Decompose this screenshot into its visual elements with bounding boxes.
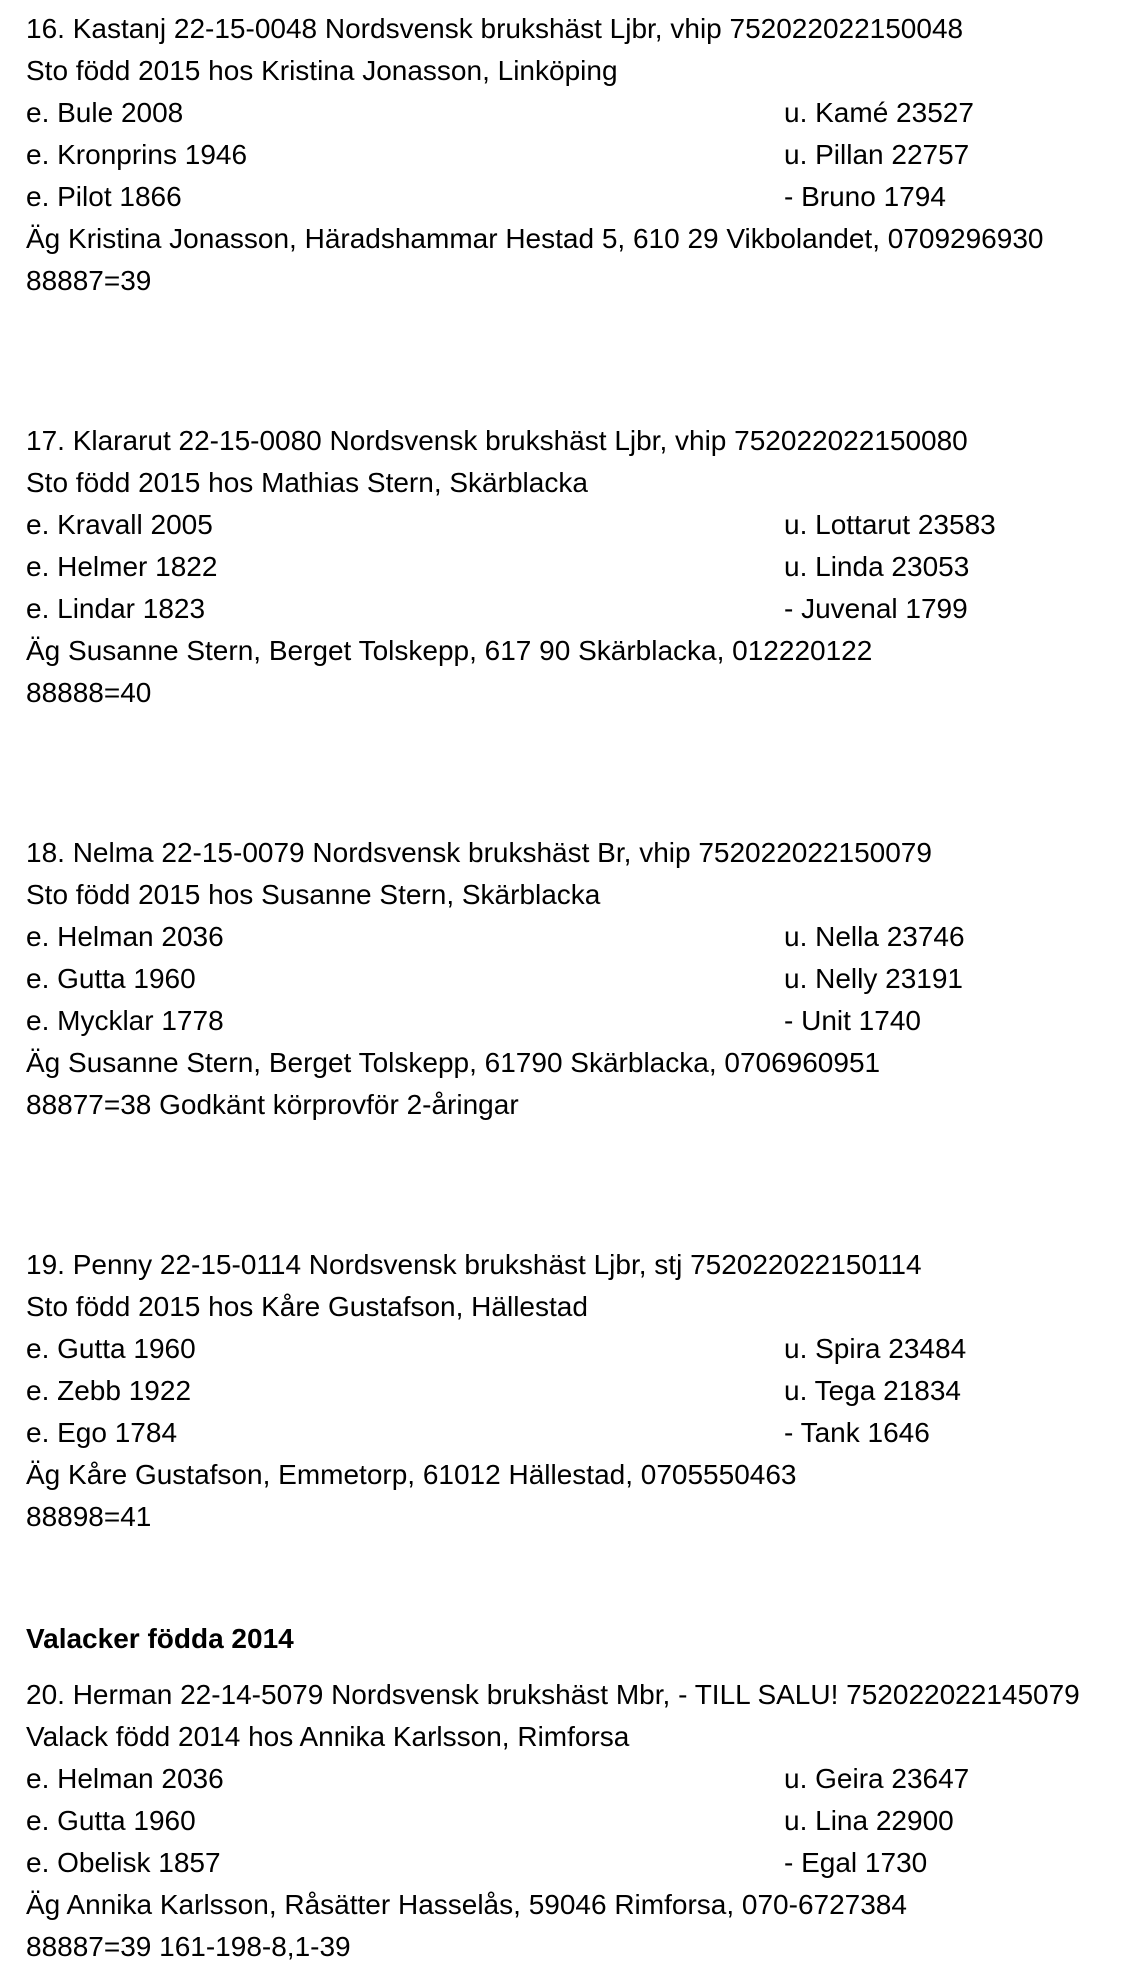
entry-born: Valack född 2014 hos Annika Karlsson, Rimforsa bbox=[26, 1721, 630, 1752]
pedigree-dam: u. Kamé 23527 bbox=[784, 97, 974, 128]
pedigree-row bbox=[26, 1328, 1126, 1370]
entry-score: 88887=39 161-198-8,1-39 bbox=[26, 1931, 351, 1962]
pedigree-sire: e. Gutta 1960 bbox=[26, 1333, 196, 1364]
pedigree-dam: u. Tega 21834 bbox=[784, 1375, 961, 1406]
pedigree-sire: e. Helmer 1822 bbox=[26, 551, 218, 582]
entry-headline: 18. Nelma 22-15-0079 Nordsvensk brukshäst Br, vhip 752022022150079 bbox=[26, 837, 932, 868]
pedigree-sire: e. Gutta 1960 bbox=[26, 1805, 196, 1836]
horse-entry-17 bbox=[26, 420, 1126, 714]
pedigree-row bbox=[26, 916, 1126, 958]
pedigree-dam: - Tank 1646 bbox=[784, 1417, 930, 1448]
entry-headline: 16. Kastanj 22-15-0048 Nordsvensk brukshäst Ljbr, vhip 752022022150048 bbox=[26, 13, 964, 44]
spacer bbox=[26, 1660, 1126, 1674]
horse-entry-20 bbox=[26, 1674, 1126, 1968]
pedigree-row bbox=[26, 588, 1126, 630]
pedigree-row bbox=[26, 92, 1126, 134]
entry-score: 88877=38 Godkänt körprovför 2-åringar bbox=[26, 1089, 519, 1120]
pedigree-sire: e. Helman 2036 bbox=[26, 1763, 224, 1794]
pedigree-row bbox=[26, 1842, 1126, 1884]
pedigree-row bbox=[26, 546, 1126, 588]
pedigree-dam: u. Pillan 22757 bbox=[784, 139, 970, 170]
document-page bbox=[26, 8, 1126, 1968]
pedigree-row bbox=[26, 1800, 1126, 1842]
entry-headline: 20. Herman 22-14-5079 Nordsvensk brukshäst Mbr, - TILL SALU! 752022022145079 bbox=[26, 1679, 1080, 1710]
pedigree-sire: e. Kronprins 1946 bbox=[26, 139, 248, 170]
pedigree-sire: e. Gutta 1960 bbox=[26, 963, 196, 994]
pedigree-row bbox=[26, 1412, 1126, 1454]
pedigree-sire: e. Bule 2008 bbox=[26, 97, 184, 128]
spacer bbox=[26, 714, 1126, 832]
entry-born: Sto född 2015 hos Kristina Jonasson, Linköping bbox=[26, 55, 618, 86]
pedigree-dam: u. Spira 23484 bbox=[784, 1333, 967, 1364]
pedigree-sire: e. Kravall 2005 bbox=[26, 509, 213, 540]
section-heading: Valacker födda 2014 bbox=[26, 1623, 294, 1654]
pedigree-sire: e. Ego 1784 bbox=[26, 1417, 178, 1448]
entry-born: Sto född 2015 hos Mathias Stern, Skärblacka bbox=[26, 467, 588, 498]
horse-entry-18 bbox=[26, 832, 1126, 1126]
pedigree-dam: - Egal 1730 bbox=[784, 1847, 928, 1878]
pedigree-row bbox=[26, 958, 1126, 1000]
entry-score: 88898=41 bbox=[26, 1501, 152, 1532]
entry-headline: 17. Klararut 22-15-0080 Nordsvensk brukshäst Ljbr, vhip 752022022150080 bbox=[26, 425, 968, 456]
entry-born: Sto född 2015 hos Susanne Stern, Skärblacka bbox=[26, 879, 601, 910]
pedigree-row bbox=[26, 134, 1126, 176]
pedigree-sire: e. Lindar 1823 bbox=[26, 593, 206, 624]
entry-score: 88887=39 bbox=[26, 265, 152, 296]
entry-score: 88888=40 bbox=[26, 677, 152, 708]
spacer bbox=[26, 1126, 1126, 1244]
pedigree-dam: u. Geira 23647 bbox=[784, 1763, 970, 1794]
pedigree-dam: - Bruno 1794 bbox=[784, 181, 946, 212]
spacer bbox=[26, 302, 1126, 420]
pedigree-sire: e. Pilot 1866 bbox=[26, 181, 182, 212]
entry-owner: Äg Kristina Jonasson, Häradshammar Hestad 5, 610 29 Vikbolandet, 0709296930 bbox=[26, 223, 1044, 254]
spacer bbox=[26, 1538, 1126, 1618]
pedigree-row bbox=[26, 1370, 1126, 1412]
pedigree-sire: e. Obelisk 1857 bbox=[26, 1847, 221, 1878]
pedigree-dam: - Unit 1740 bbox=[784, 1005, 921, 1036]
entry-owner: Äg Annika Karlsson, Råsätter Hasselås, 59046 Rimforsa, 070-6727384 bbox=[26, 1889, 907, 1920]
pedigree-sire: e. Mycklar 1778 bbox=[26, 1005, 224, 1036]
pedigree-row bbox=[26, 504, 1126, 546]
pedigree-dam: u. Nella 23746 bbox=[784, 921, 965, 952]
pedigree-row bbox=[26, 1758, 1126, 1800]
pedigree-row bbox=[26, 1000, 1126, 1042]
pedigree-dam: u. Linda 23053 bbox=[784, 551, 970, 582]
entry-headline: 19. Penny 22-15-0114 Nordsvensk brukshäst Ljbr, stj 752022022150114 bbox=[26, 1249, 922, 1280]
horse-entry-19 bbox=[26, 1244, 1126, 1538]
entry-owner: Äg Susanne Stern, Berget Tolskepp, 617 90 Skärblacka, 012220122 bbox=[26, 635, 873, 666]
pedigree-sire: e. Helman 2036 bbox=[26, 921, 224, 952]
pedigree-sire: e. Zebb 1922 bbox=[26, 1375, 192, 1406]
pedigree-dam: u. Lina 22900 bbox=[784, 1805, 954, 1836]
pedigree-dam: u. Lottarut 23583 bbox=[784, 509, 996, 540]
pedigree-dam: - Juvenal 1799 bbox=[784, 593, 968, 624]
pedigree-row bbox=[26, 176, 1126, 218]
horse-entry-16 bbox=[26, 8, 1126, 302]
entry-owner: Äg Kåre Gustafson, Emmetorp, 61012 Hällestad, 0705550463 bbox=[26, 1459, 797, 1490]
pedigree-dam: u. Nelly 23191 bbox=[784, 963, 964, 994]
entry-owner: Äg Susanne Stern, Berget Tolskepp, 61790 Skärblacka, 0706960951 bbox=[26, 1047, 881, 1078]
entry-born: Sto född 2015 hos Kåre Gustafson, Hällestad bbox=[26, 1291, 588, 1322]
